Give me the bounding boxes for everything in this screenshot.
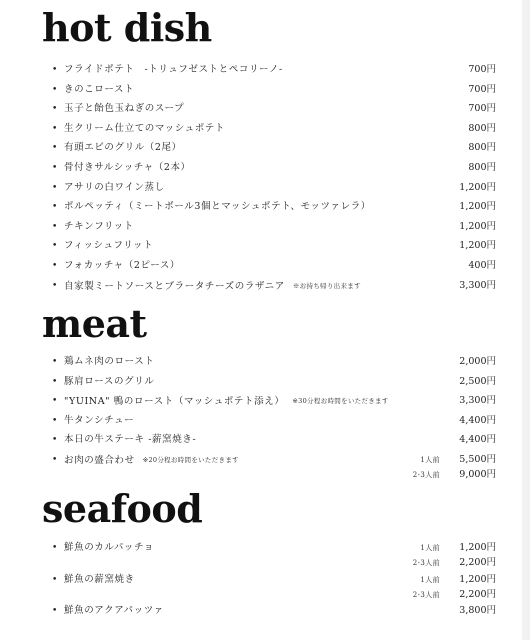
bullet-icon: • [52, 435, 58, 446]
item-name-wrap [64, 101, 184, 117]
bullet-icon: • [52, 376, 58, 387]
item-name-wrap [64, 572, 135, 588]
menu-item [52, 452, 496, 468]
item-name-wrap [64, 258, 180, 274]
menu-item-extra-portion [52, 555, 496, 571]
bullet-icon: • [52, 415, 58, 426]
item-name: フォカッチャ（2ピース） [64, 260, 181, 271]
item-name: きのこロースト [64, 83, 135, 95]
item-name: 生クリーム仕立てのマッシュポテト [64, 122, 226, 134]
item-name-wrap [64, 393, 389, 410]
item-name-wrap [64, 413, 134, 429]
menu-item [52, 432, 496, 448]
item-name-wrap [64, 432, 196, 448]
item-price: 800円 [468, 142, 496, 154]
item-price: 1,200円 [459, 201, 496, 213]
item-name: フライドポテト -トリュフゼストとペコリーノ- [64, 64, 283, 75]
item-name: 牛タンシチュー [64, 414, 135, 426]
item-name-wrap [64, 199, 371, 215]
item-name: 鮮魚の薪窯焼き [64, 573, 135, 585]
portion-label: 1人前 [420, 575, 440, 584]
bullet-icon: • [52, 606, 58, 616]
bullet-icon: • [52, 396, 58, 407]
item-name-wrap [64, 374, 154, 390]
bullet-icon: • [52, 84, 58, 95]
item-name: 鶏ムネ肉のロースト [64, 356, 155, 367]
item-name-wrap [64, 219, 134, 235]
menu-item [52, 180, 496, 196]
item-name: "YUINA" 鴨のロースト（マッシュポテト添え） [64, 396, 285, 408]
item-price: 3,300円 [459, 279, 496, 291]
item-name-wrap [64, 82, 134, 98]
item-price: 1,200円 [459, 542, 496, 553]
item-name-wrap [64, 62, 283, 78]
item-price: 9,000円 [459, 469, 496, 480]
item-price: 4,400円 [459, 414, 496, 426]
item-price: 700円 [468, 83, 496, 95]
bullet-icon: • [52, 202, 58, 213]
item-price: 1,200円 [459, 573, 496, 585]
item-price: 2,500円 [459, 375, 496, 387]
item-note: ※お持ち帰り出来ます [292, 281, 361, 290]
bullet-icon: • [52, 455, 58, 465]
item-price: 3,800円 [459, 605, 496, 616]
bullet-icon: • [52, 261, 58, 271]
item-name: フィッシュフリット [64, 240, 154, 252]
item-name: 骨付きサルシッチャ（2本） [64, 162, 191, 173]
menu-item [52, 160, 496, 176]
menu-item [52, 199, 496, 215]
bullet-icon: • [52, 543, 58, 553]
item-name: お肉の盛合わせ [64, 455, 135, 466]
menu-item-extra-portion [52, 467, 496, 483]
menu-item [52, 603, 496, 619]
item-name-wrap [64, 160, 191, 176]
menu-item [52, 572, 496, 588]
item-name: ポルペッティ（ミートボール3個とマッシュポテト、モッツァレラ） [64, 201, 371, 213]
item-note: ※30分程お時間をいただきます [292, 397, 389, 406]
item-name: チキンフリット [64, 220, 134, 232]
bullet-icon: • [52, 163, 58, 173]
item-name: 豚肩ロースのグリル [64, 375, 155, 387]
menu-item [52, 393, 496, 409]
item-price: 5,500円 [459, 454, 496, 465]
menu-item [52, 258, 496, 274]
item-name-wrap [64, 140, 182, 156]
item-name: 玉子と飴色玉ねぎのスープ [64, 103, 185, 115]
item-name-wrap [64, 180, 165, 196]
item-name-wrap [64, 121, 225, 137]
item-name-wrap [64, 238, 153, 254]
menu-item-extra-portion [52, 587, 496, 603]
menu-item [52, 121, 496, 137]
item-price: 800円 [468, 122, 496, 134]
menu-item [52, 238, 496, 254]
menu-item [52, 101, 496, 117]
menu-item [52, 413, 496, 429]
bullet-icon: • [52, 123, 58, 134]
section-heading: hot dish [42, 5, 212, 50]
portion-label: 2-3人前 [412, 590, 440, 599]
bullet-icon: • [52, 104, 58, 115]
bullet-icon: • [52, 241, 58, 252]
item-price: 3,300円 [459, 395, 496, 407]
menu-item [52, 62, 496, 78]
section-heading: seafood [42, 486, 203, 531]
item-price: 1,200円 [459, 220, 496, 232]
portion-label: 2-3人前 [412, 559, 440, 567]
bullet-icon: • [52, 357, 58, 367]
item-price: 1,200円 [459, 240, 496, 252]
page-edge [522, 0, 530, 640]
item-name-wrap [64, 603, 164, 619]
portion-label: 1人前 [420, 456, 440, 464]
portion-label: 1人前 [420, 544, 440, 552]
item-name: 鮮魚のカルパッチョ [64, 542, 154, 553]
item-price: 700円 [468, 64, 496, 75]
item-price: 2,200円 [459, 588, 496, 600]
bullet-icon: • [52, 182, 58, 193]
bullet-icon: • [52, 280, 58, 291]
menu-item [52, 354, 496, 370]
item-price: 700円 [468, 103, 496, 115]
item-price: 2,200円 [459, 557, 496, 568]
item-name: アサリの白ワイン蒸し [64, 181, 165, 193]
item-note: ※20分程お時間をいただきます [142, 456, 239, 464]
item-price: 2,000円 [459, 356, 496, 367]
menu-item [52, 219, 496, 235]
item-price: 800円 [468, 162, 496, 173]
bullet-icon: • [52, 221, 58, 232]
portion-label: 2-3人前 [412, 471, 440, 479]
menu-item [52, 82, 496, 98]
menu-item [52, 374, 496, 390]
menu-item [52, 540, 496, 556]
item-name-wrap [64, 540, 154, 556]
item-name: 本日の牛ステーキ -薪窯焼き- [64, 434, 197, 446]
item-price: 4,400円 [459, 434, 496, 446]
item-name-wrap [64, 354, 154, 370]
menu-item [52, 140, 496, 156]
item-name-wrap [64, 278, 361, 295]
bullet-icon: • [52, 65, 58, 75]
menu-item [52, 278, 496, 294]
section-heading: meat [42, 301, 147, 346]
item-name: 自家製ミートソースとブラータチーズのラザニア [64, 280, 285, 292]
item-name: 有頭エビのグリル（2尾） [64, 142, 182, 154]
bullet-icon: • [52, 143, 58, 154]
item-name: 鮮魚のアクアパッツァ [64, 605, 164, 616]
item-price: 400円 [468, 260, 496, 271]
item-price: 1,200円 [459, 181, 496, 193]
bullet-icon: • [52, 574, 58, 585]
